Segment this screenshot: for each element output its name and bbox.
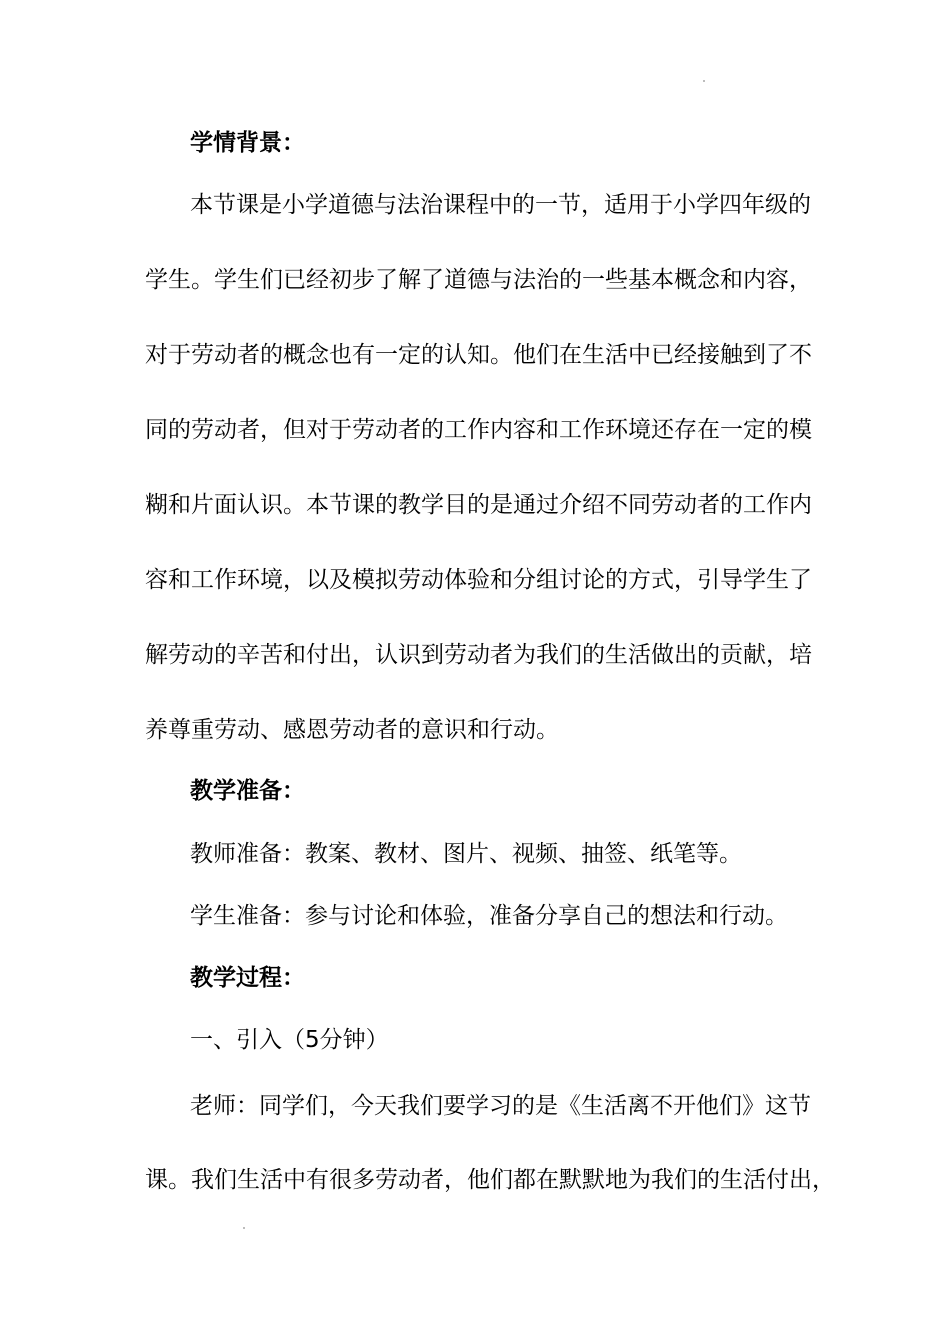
- paragraph-line: 本节课是小学道德与法治课程中的一节，适用于小学四年级的: [190, 192, 811, 218]
- student-preparation: 学生准备：参与讨论和体验，准备分享自己的想法和行动。: [190, 903, 788, 929]
- paragraph-line: 解劳动的辛苦和付出，认识到劳动者为我们的生活做出的贡献，培: [145, 642, 812, 668]
- step-intro: 一、引入（5分钟）: [190, 1027, 389, 1053]
- section-heading-preparation: 教学准备：: [190, 778, 305, 804]
- paragraph-line: 糊和片面认识。本节课的教学目的是通过介绍不同劳动者的工作内: [145, 492, 812, 518]
- paragraph-line: 同的劳动者，但对于劳动者的工作内容和工作环境还存在一定的模: [145, 417, 812, 443]
- paragraph-line: 学生。学生们已经初步了解了道德与法治的一些基本概念和内容，: [145, 267, 812, 293]
- paragraph-line: 养尊重劳动、感恩劳动者的意识和行动。: [145, 717, 559, 743]
- section-heading-process: 教学过程：: [190, 965, 305, 991]
- page-mark: [703, 80, 705, 82]
- paragraph-line: 容和工作环境，以及模拟劳动体验和分组讨论的方式，引导学生了: [145, 567, 812, 593]
- teacher-preparation: 教师准备：教案、教材、图片、视频、抽签、纸笔等。: [190, 841, 742, 867]
- paragraph-line: 课。我们生活中有很多劳动者，他们都在默默地为我们的生活付出，: [145, 1167, 835, 1193]
- paragraph-line: 老师：同学们，今天我们要学习的是《生活离不开他们》这节: [190, 1093, 811, 1119]
- page-mark: [243, 1227, 245, 1229]
- section-heading-background: 学情背景：: [190, 130, 305, 156]
- paragraph-line: 对于劳动者的概念也有一定的认知。他们在生活中已经接触到了不: [145, 342, 812, 368]
